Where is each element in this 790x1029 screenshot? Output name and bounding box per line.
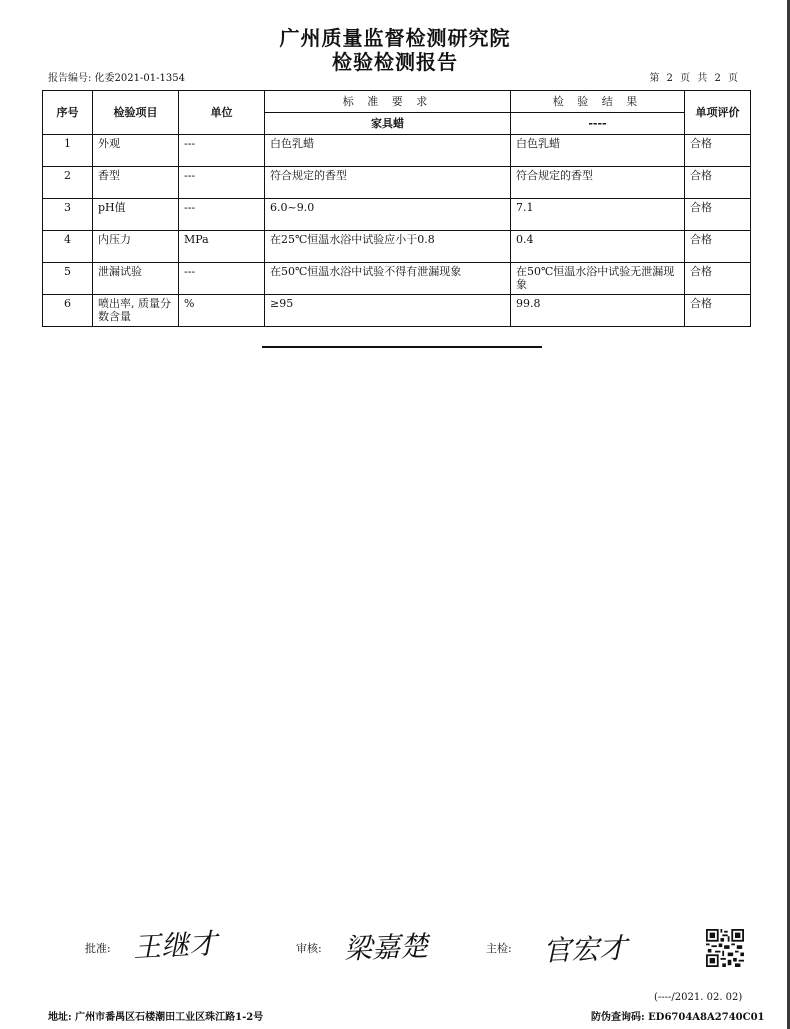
- header-standard-sub: 家具蜡: [265, 113, 511, 135]
- cell-unit: ---: [179, 263, 265, 295]
- cell-no: 3: [43, 199, 93, 231]
- cell-result: 符合规定的香型: [511, 167, 685, 199]
- cell-unit: ---: [179, 135, 265, 167]
- cell-standard: 白色乳蜡: [265, 135, 511, 167]
- page-info: 第 2 页 共 2 页: [649, 73, 740, 84]
- cell-standard: 在25℃恒温水浴中试验应小于0.8: [265, 231, 511, 263]
- inspect-signature: 官宏才: [542, 931, 628, 968]
- cell-item: 泄漏试验: [93, 263, 179, 295]
- table-row: [43, 263, 751, 295]
- address: 地址: 广州市番禺区石楼潮田工业区珠江路1-2号: [48, 1012, 264, 1023]
- approve-label: 批准:: [85, 942, 111, 955]
- header-unit: 单位: [179, 91, 265, 135]
- cell-item: pH值: [93, 199, 179, 231]
- cell-unit: %: [179, 295, 265, 327]
- approve-signature: 王继才: [132, 926, 218, 965]
- cell-no: 4: [43, 231, 93, 263]
- table-row: [43, 199, 751, 231]
- cell-result: 0.4: [511, 231, 685, 263]
- cell-unit: MPa: [179, 231, 265, 263]
- cell-eval: 合格: [685, 263, 751, 295]
- cell-eval: 合格: [685, 199, 751, 231]
- inspect-label: 主检:: [486, 942, 512, 955]
- table-row: [43, 231, 751, 263]
- end-of-table-line: [262, 346, 542, 348]
- table-row: [43, 167, 751, 199]
- table-header-row: [43, 91, 751, 113]
- cell-unit: ---: [179, 167, 265, 199]
- review-signature: 梁嘉楚: [343, 929, 429, 966]
- cell-no: 1: [43, 135, 93, 167]
- header-result: 检 验 结 果: [511, 91, 685, 113]
- header-seq: 序号: [43, 91, 93, 135]
- report-date: (----/2021. 02. 02): [654, 992, 743, 1003]
- inspection-table: [42, 90, 751, 327]
- cell-standard: 6.0~9.0: [265, 199, 511, 231]
- cell-item: 外观: [93, 135, 179, 167]
- report-number: 报告编号: 化委2021-01-1354: [48, 73, 185, 84]
- header-standard: 标 准 要 求: [265, 91, 511, 113]
- header-eval: 单项评价: [685, 91, 751, 135]
- table-row: [43, 295, 751, 327]
- cell-eval: 合格: [685, 135, 751, 167]
- org-title: 广州质量监督检测研究院: [279, 26, 511, 50]
- cell-no: 2: [43, 167, 93, 199]
- cell-standard: 在50℃恒温水浴中试验不得有泄漏现象: [265, 263, 511, 295]
- cell-result: 99.8: [511, 295, 685, 327]
- cell-item: 喷出率, 质量分数含量: [93, 295, 179, 327]
- cell-unit: ---: [179, 199, 265, 231]
- anti-fake-code: 防伪查询码: ED6704A8A2740C01: [591, 1012, 765, 1023]
- cell-result: 7.1: [511, 199, 685, 231]
- qr-code-icon: [706, 929, 744, 967]
- cell-standard: ≥95: [265, 295, 511, 327]
- cell-result: 白色乳蜡: [511, 135, 685, 167]
- header-item: 检验项目: [93, 91, 179, 135]
- cell-eval: 合格: [685, 295, 751, 327]
- cell-item: 内压力: [93, 231, 179, 263]
- cell-result: 在50℃恒温水浴中试验无泄漏现象: [511, 263, 685, 295]
- header-result-sub: ----: [511, 113, 685, 135]
- table-row: [43, 135, 751, 167]
- review-label: 审核:: [296, 942, 322, 955]
- report-title: 检验检测报告: [332, 50, 458, 74]
- cell-no: 5: [43, 263, 93, 295]
- cell-eval: 合格: [685, 167, 751, 199]
- cell-no: 6: [43, 295, 93, 327]
- cell-eval: 合格: [685, 231, 751, 263]
- cell-standard: 符合规定的香型: [265, 167, 511, 199]
- cell-item: 香型: [93, 167, 179, 199]
